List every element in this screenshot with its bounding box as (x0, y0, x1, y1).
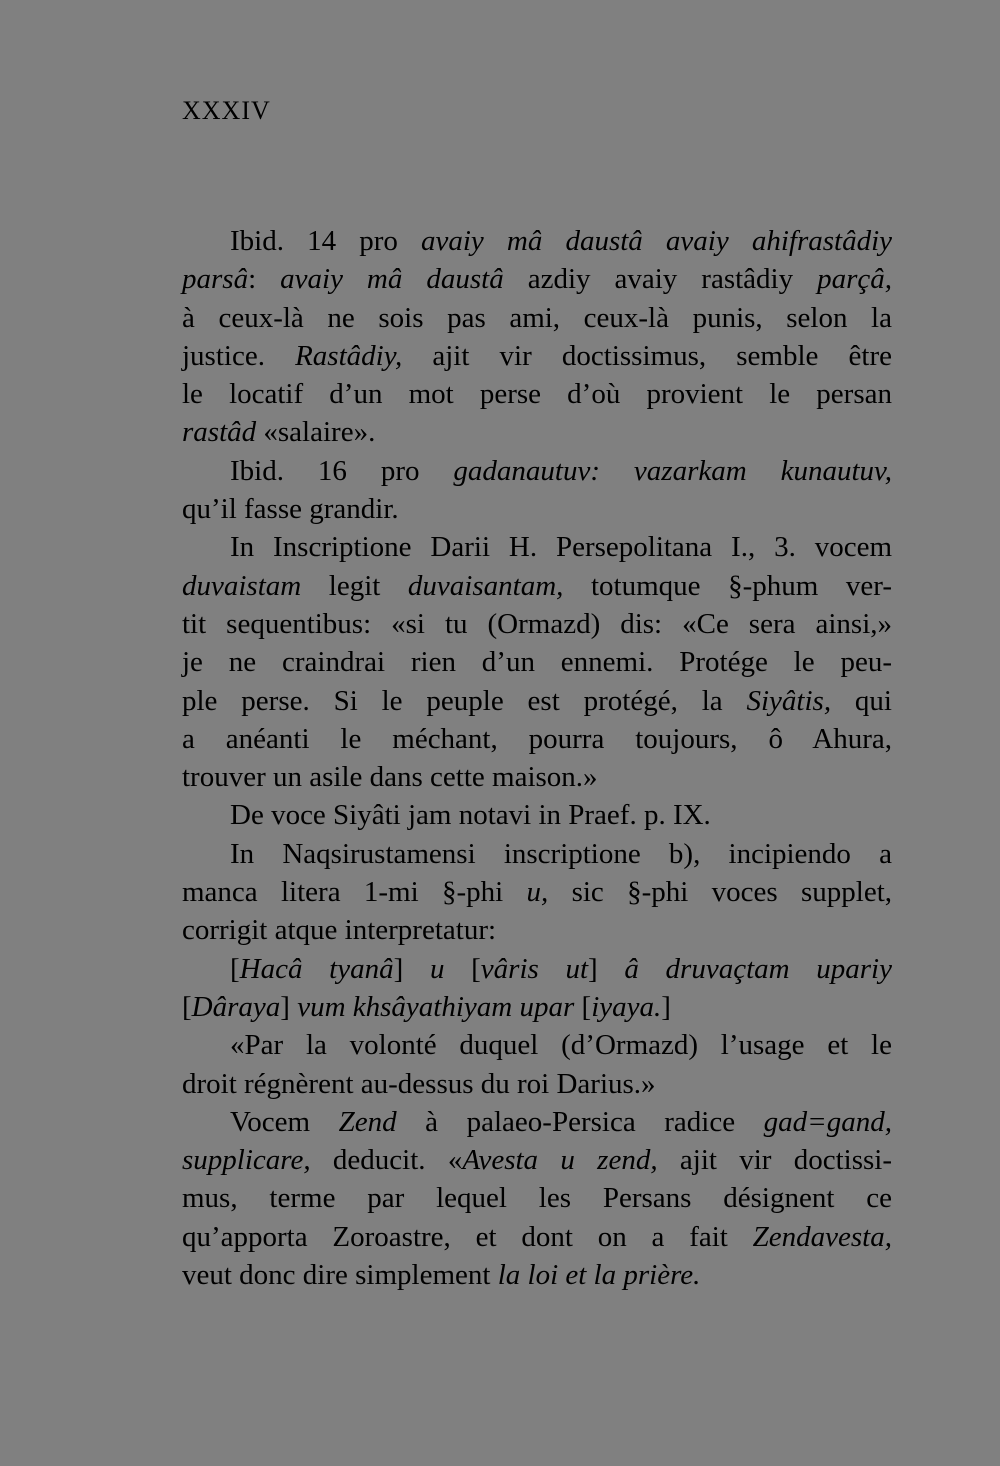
text-line: le locatif d’un mot perse d’où provient le persan (182, 378, 892, 411)
paragraph (182, 950, 892, 1027)
paragraph (182, 222, 892, 452)
italic-term: Rastâdiy, (295, 339, 403, 372)
text-line: [Dâraya] vum khsâyathiyam upar [iyaya.] (182, 990, 671, 1023)
text-line: à ceux-là ne sois pas ami, ceux-là punis, selon la (182, 301, 892, 334)
italic-term: gad=gand, (763, 1105, 892, 1138)
text-line: justice. Rastâdiy, ajit vir doctissimus, semble être (182, 339, 892, 372)
text-line: manca litera 1-mi §-phi u, sic §-phi voces supplet, (182, 876, 892, 909)
paragraph (182, 835, 892, 950)
italic-term: Hacâ tyanâ (239, 952, 394, 985)
text-line: parsâ: avaiy mâ daustâ azdiy avaiy rastâdiy parçâ, (182, 263, 893, 296)
text-line: duvaistam legit duvaisantam, totumque §-phum ver- (182, 569, 892, 602)
italic-term: avaiy mâ daustâ (280, 263, 504, 296)
italic-term: u (429, 952, 445, 985)
text-line: qu’il fasse grandir. (182, 493, 399, 526)
italic-term: duvaisantam, (407, 569, 564, 602)
italic-term: Dâraya (191, 990, 281, 1023)
text-line: rastâd «salaire». (182, 416, 376, 449)
text-line: tit sequentibus: «si tu (Ormazd) dis: «Ce sera ainsi,» (182, 607, 892, 640)
italic-term: Siyâtis, (746, 684, 832, 717)
italic-term: Zend (338, 1105, 397, 1138)
text-line: je ne craindrai rien d’un ennemi. Protége le peu- (182, 646, 892, 679)
italic-term: duvaistam (182, 569, 302, 602)
paragraph (182, 452, 892, 529)
italic-term: Avesta u zend, (462, 1144, 658, 1177)
text-line: droit régnèrent au-dessus du roi Darius.» (182, 1067, 656, 1100)
text-line: supplicare, deducit. «Avesta u zend, ajit vir doctissi- (182, 1144, 893, 1177)
italic-term: iyaya. (591, 990, 662, 1023)
page-number: XXXIV (182, 96, 271, 125)
text-line: «Par la volonté duquel (d’Ormazd) l’usage et le (230, 1029, 892, 1062)
text-line: qu’apporta Zoroastre, et dont on a fait Zendavesta, (182, 1220, 892, 1253)
italic-term: u, (526, 876, 549, 909)
italic-term: avaiy mâ daustâ avaiy ahifrastâdiy (420, 225, 893, 257)
text-line: ple perse. Si le peuple est protégé, la Siyâtis, qui (182, 684, 892, 717)
italic-term: rastâd (182, 416, 257, 449)
text-line: corrigit atque interpretatur: (182, 914, 497, 947)
paragraph (182, 1103, 892, 1294)
italic-term: gadanautuv: vazarkam kunautuv, (453, 454, 892, 487)
italic-term: la loi et la prière. (497, 1259, 701, 1292)
italic-term: parsâ (182, 263, 249, 296)
text-line: a anéanti le méchant, pourra toujours, ô Ahura, (182, 722, 892, 755)
text-line: trouver un asile dans cette maison.» (182, 761, 598, 794)
text-line: mus, terme par lequel les Persans désignent ce (182, 1182, 892, 1215)
italic-term: supplicare, (182, 1144, 311, 1177)
text-line: veut donc dire simplement la loi et la prière. (182, 1259, 701, 1292)
italic-term: vâris ut (480, 952, 589, 985)
text-line: Vocem Zend à palaeo-Persica radice gad=gand, (230, 1105, 892, 1138)
text-line: In Naqsirustamensi inscriptione b), incipiendo a (230, 837, 892, 870)
text-line: De voce Siyâti jam notavi in Praef. p. IX. (230, 799, 711, 832)
paragraph (182, 1026, 892, 1103)
italic-term: parçâ, (817, 263, 893, 296)
italic-term: Zendavesta, (752, 1220, 892, 1253)
italic-term: â druvaçtam upariy (624, 952, 892, 985)
body-text (182, 222, 892, 1294)
text-line: Ibid. 16 pro gadanautuv: vazarkam kunautuv, (230, 454, 892, 487)
text-line: [Hacâ tyanâ] u [vâris ut] â druvaçtam upariy (230, 952, 892, 985)
paragraph (182, 528, 892, 796)
text-line: Ibid. 14 pro avaiy mâ daustâ avaiy ahifrastâdiy (230, 225, 893, 257)
paragraph (182, 796, 892, 834)
italic-term: vum khsâyathiyam upar (297, 990, 575, 1023)
text-line: In Inscriptione Darii H. Persepolitana I., 3. vocem (230, 531, 892, 564)
